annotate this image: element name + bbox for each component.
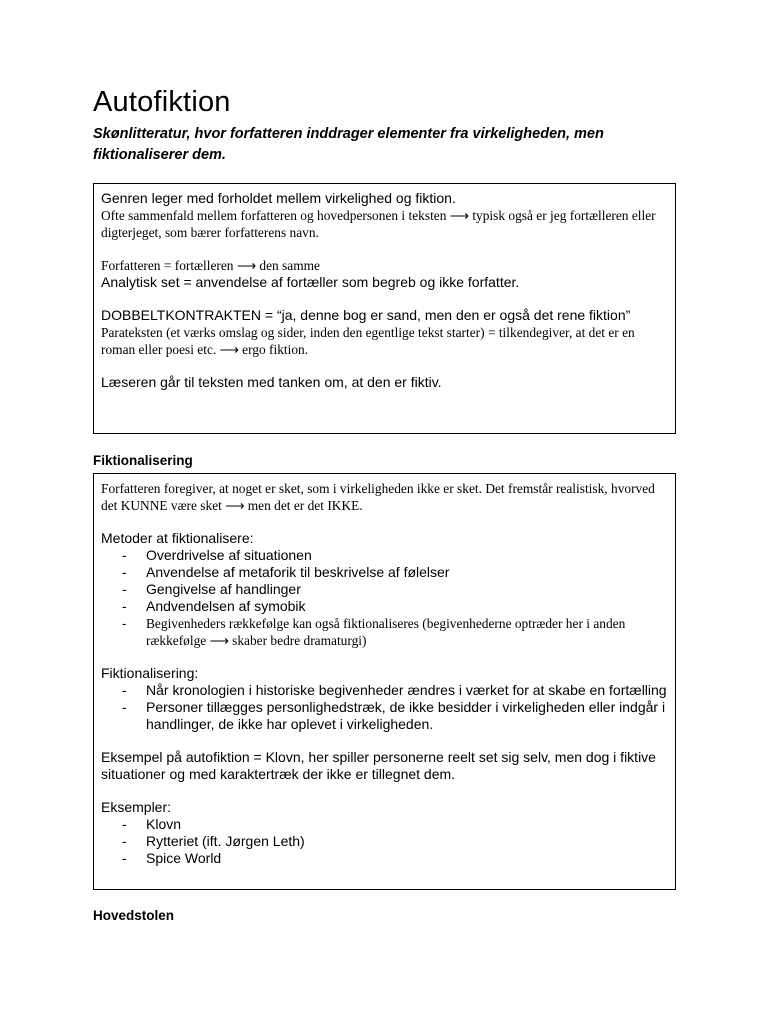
page-subtitle: Skønlitteratur, hvor forfatteren inddrager elementer fra virkeligheden, men fiktionaliserer dem. (93, 126, 604, 163)
example-paragraph: Eksempel på autofiktion = Klovn, her spiller personerne reelt set sig selv, men dog i fiktive situationer og med karaktertræk der ikke er tillegnet dem. (101, 749, 656, 782)
list-item: - Personer tillægges personlighedstræk, de ikke besidder i virkeligheden eller indgår i handlinger, de ikke har oplevet i virkeligheden. (101, 699, 668, 733)
list-item: - Anvendelse af metaforik til beskrivelse af følelser (101, 564, 668, 581)
list-item: - Andvendelsen af symobik (101, 598, 668, 615)
fiktion-intro: Forfatteren foregiver, at noget er sket, som i virkeligheden ikke er sket. Det fremstår realistisk, hvorved det KUNNE være sket ⟶ men det er det IKKE. (101, 481, 655, 513)
examples-label: Eksempler: (101, 799, 172, 815)
genre-line: Genren leger med forholdet mellem virkelighed og fiktion. (101, 190, 456, 206)
fiktionalisering-label: Fiktionalisering: (101, 665, 199, 681)
page-title: Autofiktion (93, 86, 231, 118)
forfatter-line: Forfatteren = fortælleren ⟶ den samme (101, 258, 320, 273)
list-item: - Gengivelse af handlinger (101, 581, 668, 598)
laeser-line: Læseren går til teksten med tanken om, at den er fiktiv. (101, 374, 442, 390)
methods-label: Metoder at fiktionalisere: (101, 530, 254, 546)
section-heading-fiktionalisering: Fiktionalisering (93, 453, 193, 468)
examples-list (101, 816, 668, 867)
list-item: - Rytteriet (ift. Jørgen Leth) (101, 833, 668, 850)
dobbeltkontrakt-line: DOBBELTKONTRAKTEN = “ja, denne bog er sand, men den er også det rene fiktion” (101, 307, 631, 323)
fiktionalisering-box (93, 473, 676, 890)
analytisk-line: Analytisk set = anvendelse af fortæller som begreb og ikke forfatter. (101, 274, 520, 290)
paratekst-line: Parateksten (et værks omslag og sider, inden den egentlige tekst starter) = tilkendegiver, at det er en roman eller poesi etc. ⟶ ergo fiktion. (101, 325, 635, 357)
sammenfald-line: Ofte sammenfald mellem forfatteren og hovedpersonen i teksten ⟶ typisk også er jeg fortælleren eller digterjeget, som bærer forfatterens navn. (101, 208, 656, 240)
list-item: - Når kronologien i historiske begivenheder ændres i værket for at skabe en fortælling (101, 682, 668, 699)
fiktionalisering-list (101, 682, 668, 733)
list-item: - Overdrivelse af situationen (101, 547, 668, 564)
methods-list (101, 547, 668, 649)
list-item: - Begivenheders rækkefølge kan også fiktionaliseres (begivenhederne optræder her i anden rækkefølge ⟶ skaber bedre dramaturgi) (101, 615, 668, 649)
section-heading-hovedstolen: Hovedstolen (93, 908, 175, 923)
list-item: - Spice World (101, 850, 668, 867)
list-item: - Klovn (101, 816, 668, 833)
intro-box (93, 183, 676, 434)
